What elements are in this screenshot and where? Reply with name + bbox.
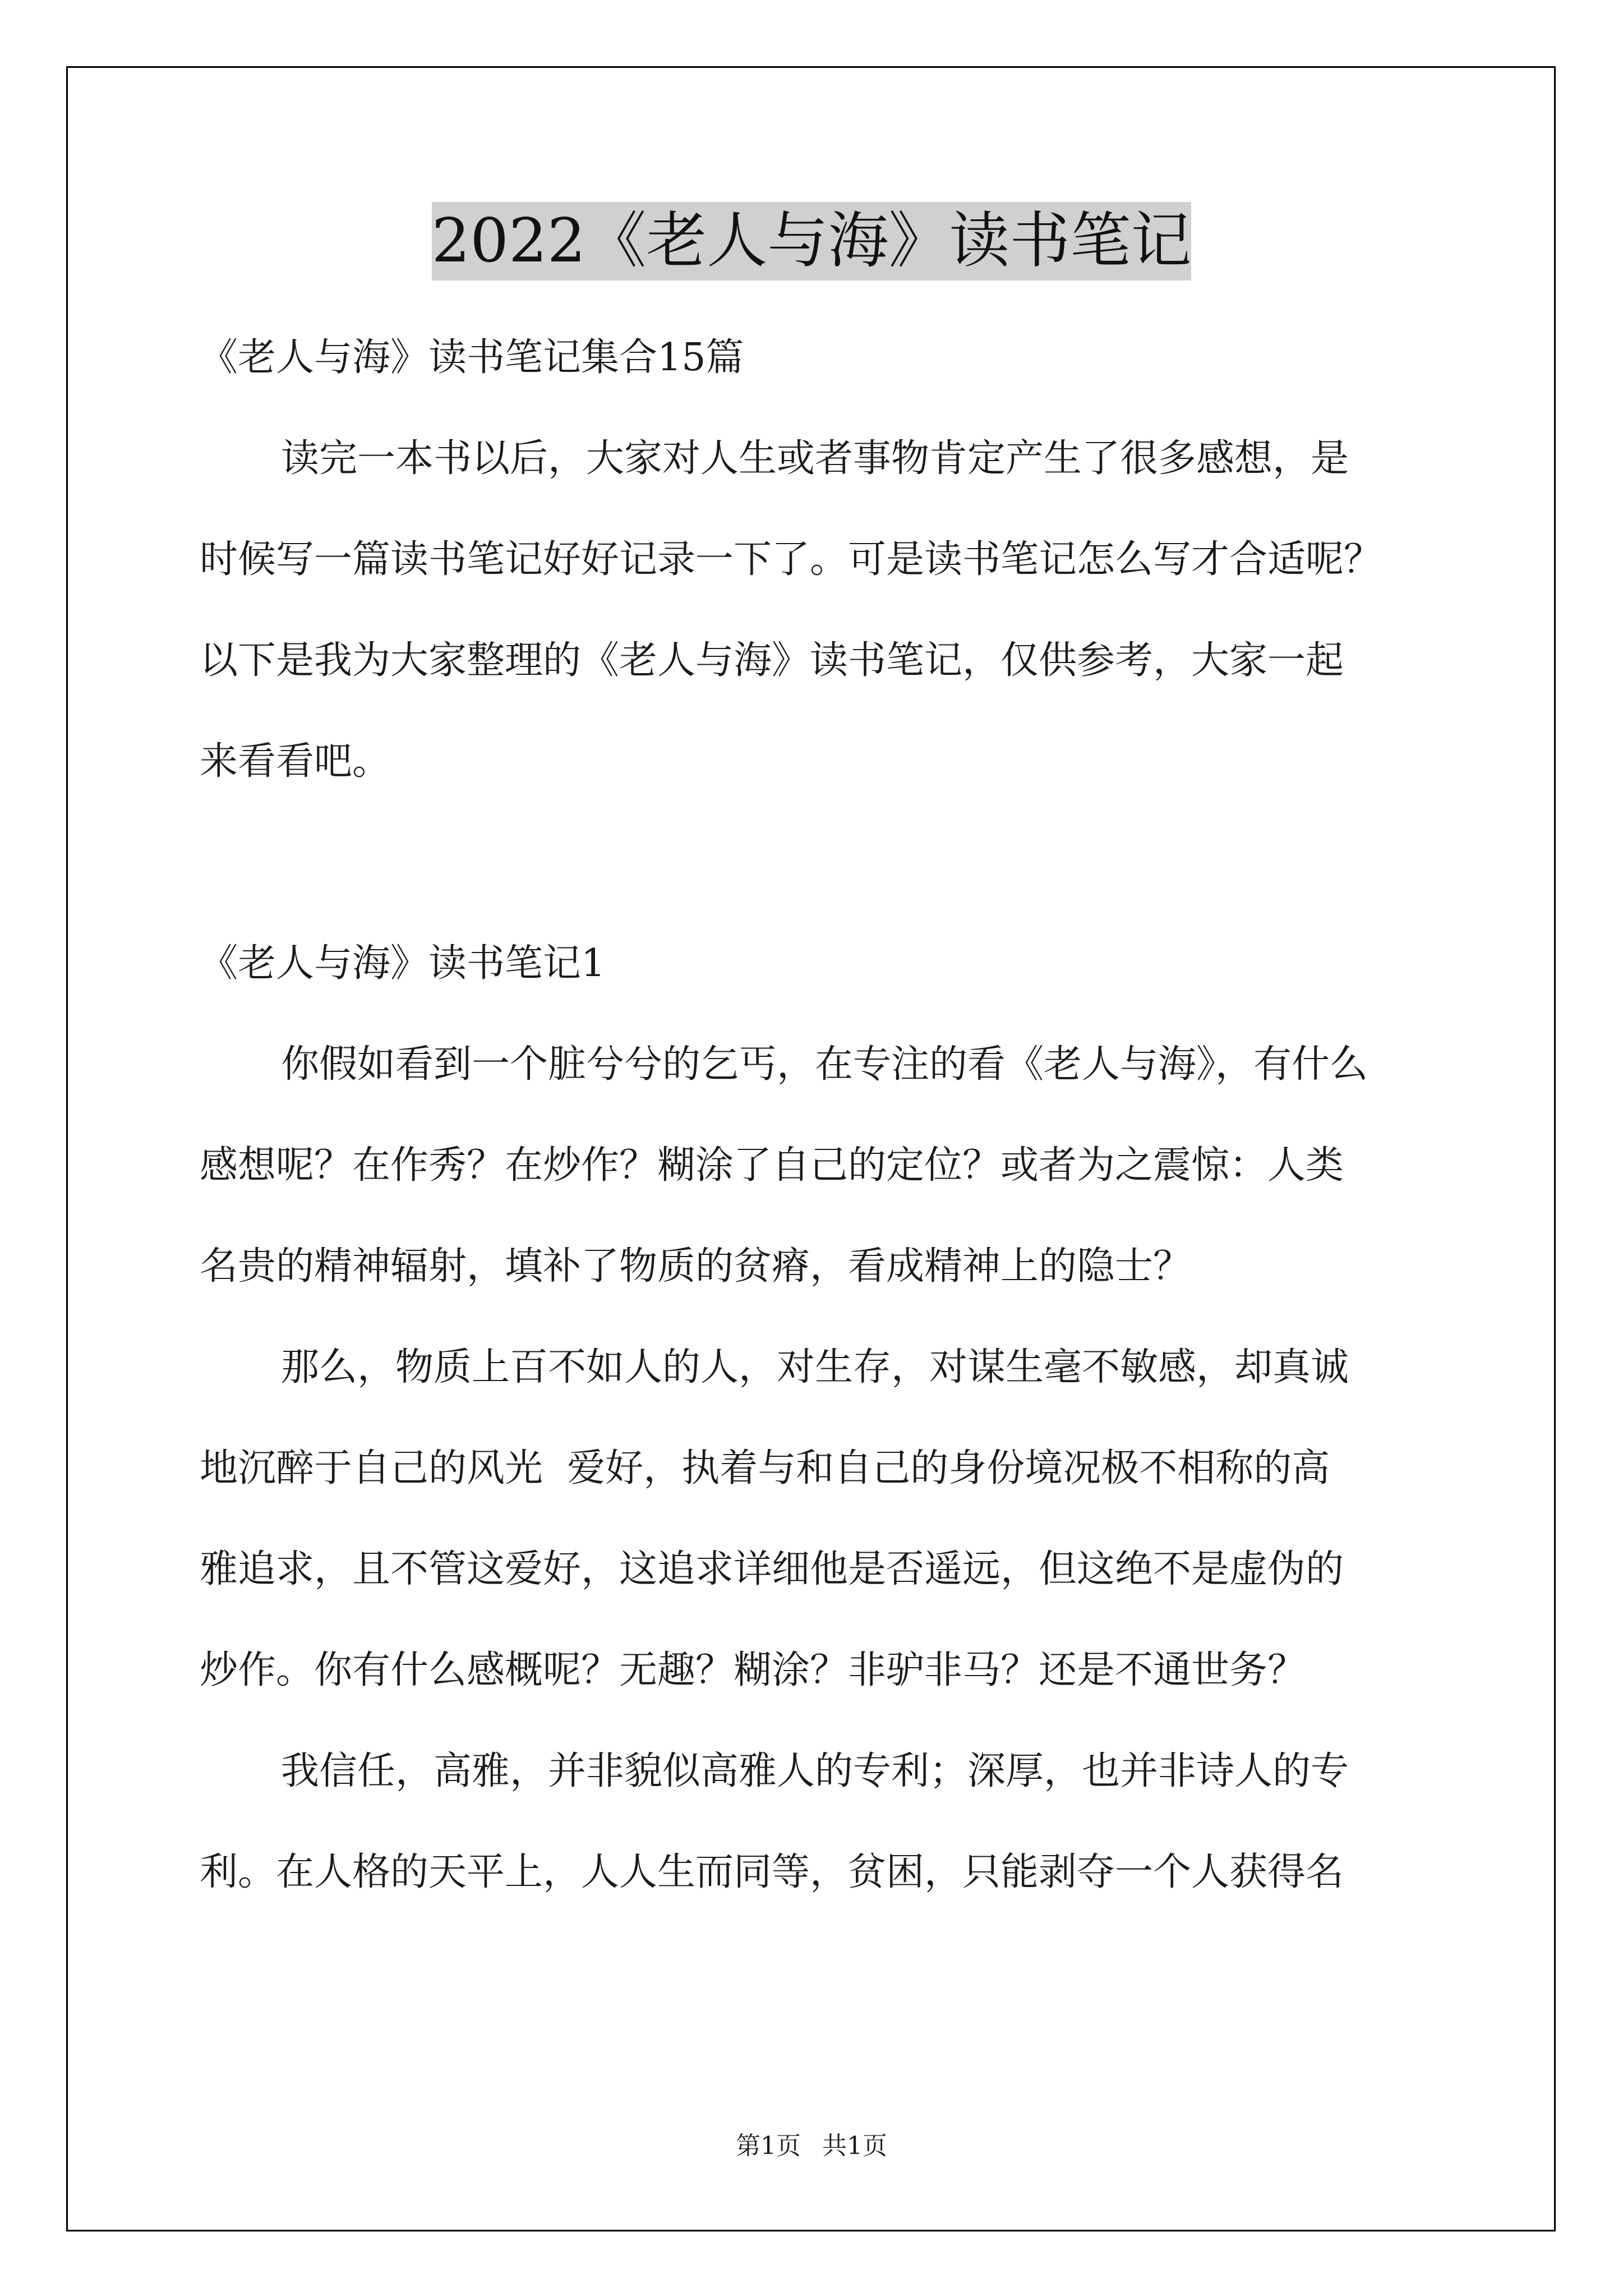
paragraph-line: 那么，物质上百不如人的人，对生存，对谋生毫不敏感，却真诚 [281, 1345, 1349, 1389]
paragraph-line: 你假如看到一个脏兮兮的乞丐，在专注的看《老人与海》，有什么 [281, 1042, 1368, 1087]
intro-line: 时候写一篇读书笔记好好记录一下了。可是读书笔记怎么写才合适呢？ [200, 537, 1382, 582]
page-number: 第1页 [736, 2132, 801, 2160]
intro-line: 来看看吧。 [200, 739, 391, 784]
paragraph-line: 雅追求，且不管这爱好，这追求详细他是否遥远，但这绝不是虚伪的 [200, 1547, 1344, 1591]
subtitle: 《老人与海》读书笔记集合15篇 [200, 335, 744, 380]
title-container [0, 202, 1623, 280]
paragraph-line: 地沉醉于自己的风光 爱好，执着与和自己的身份境况极不相称的高 [200, 1446, 1330, 1490]
paragraph-line: 炒作。你有什么感概呢？无趣？糊涂？非驴非马？还是不通世务？ [200, 1648, 1306, 1692]
page-footer [0, 2131, 1623, 2162]
paragraph-line: 名贵的精神辐射，填补了物质的贫瘠，看成精神上的隐士？ [200, 1244, 1192, 1289]
paragraph-line: 利。在人格的天平上，人人生而同等，贫困，只能剥夺一个人获得名 [200, 1850, 1344, 1894]
document-body [200, 307, 1433, 1923]
intro-line: 读完一本书以后，大家对人生或者事物肯定产生了很多感想，是 [281, 436, 1349, 481]
blank-line [200, 812, 1433, 913]
section-heading: 《老人与海》读书笔记1 [200, 941, 606, 986]
paragraph-line: 感想呢？在作秀？在炒作？糊涂了自己的定位？或者为之震惊：人类 [200, 1143, 1344, 1188]
document-title: 2022《老人与海》读书笔记 [432, 202, 1192, 280]
intro-line: 以下是我为大家整理的《老人与海》读书笔记，仅供参考，大家一起 [200, 638, 1344, 683]
paragraph-line: 我信任，高雅，并非貌似高雅人的专利；深厚，也并非诗人的专 [281, 1749, 1349, 1793]
page-total: 共1页 [822, 2132, 887, 2160]
